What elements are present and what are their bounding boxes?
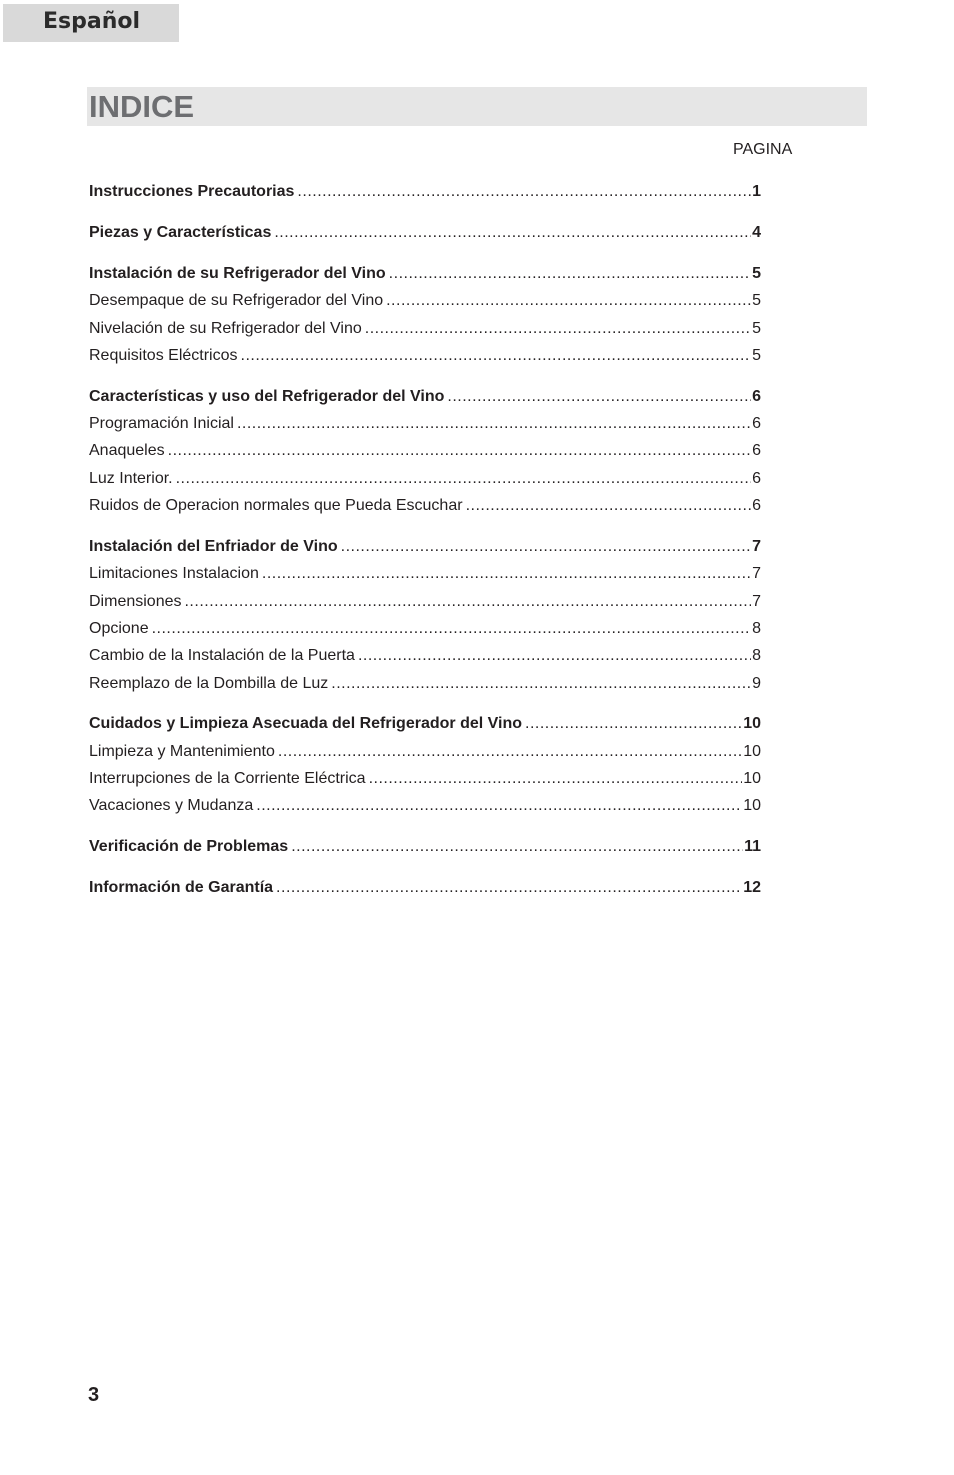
toc-entry-title: Desempaque de su Refrigerador del Vino [89, 292, 384, 310]
toc-entry-page: 4 [752, 223, 761, 241]
toc-entry-title: Limitaciones Instalacion [89, 565, 259, 583]
toc-dot-leader [274, 219, 751, 246]
toc-entry-page: 8 [752, 619, 761, 637]
toc-entry-page: 10 [743, 770, 761, 788]
toc-entry [89, 260, 761, 287]
toc-entry [89, 560, 761, 587]
toc-entry [89, 437, 761, 464]
language-tab: Español [3, 4, 179, 42]
toc-dot-leader [365, 315, 751, 342]
toc-entry-title: Instalación de su Refrigerador del Vino [89, 264, 386, 282]
toc-entry [89, 642, 761, 669]
toc-entry-title: Características y uso del Refrigerador del Vino [89, 387, 445, 405]
toc-entry-title: Anaqueles [89, 442, 165, 460]
toc-entry-title: Limpieza y Mantenimiento [89, 742, 275, 760]
toc-entry-page: 5 [752, 264, 761, 282]
toc-entry-page: 5 [752, 292, 761, 310]
page-number: 3 [88, 1384, 100, 1406]
toc-dot-leader [256, 792, 742, 819]
toc-dot-leader [297, 178, 751, 205]
toc-entry-page: 8 [752, 647, 761, 665]
toc-entry-title: Verificación de Problemas [89, 838, 289, 856]
toc-entry-title: Requisitos Eléctricos [89, 346, 238, 364]
toc-entry-page: 6 [752, 415, 761, 433]
toc-dot-leader [237, 410, 751, 437]
toc-dot-leader [389, 260, 751, 287]
toc-entry [89, 588, 761, 615]
toc-entry [89, 792, 761, 819]
toc-entry-page: 7 [752, 592, 761, 610]
toc-dot-leader [241, 342, 752, 369]
toc-dot-leader [291, 833, 743, 860]
toc-dot-leader [331, 670, 751, 697]
toc-entry-title: Opcione [89, 619, 149, 637]
toc-entry-title: Cambio de la Instalación de la Puerta [89, 647, 355, 665]
page-title: INDICE [87, 87, 867, 126]
toc-entry-page: 5 [752, 319, 761, 337]
toc-entry [89, 287, 761, 314]
toc-entry [89, 219, 761, 246]
toc-dot-leader [341, 533, 751, 560]
toc-entry [89, 178, 761, 205]
toc-entry [89, 738, 761, 765]
toc-entry-title: Cuidados y Limpieza Asecuada del Refrigerador del Vino [89, 715, 522, 733]
toc-entry-page: 9 [752, 674, 761, 692]
toc-entry-title: Interrupciones de la Corriente Eléctrica [89, 770, 366, 788]
toc-entry-title: Vacaciones y Mudanza [89, 797, 254, 815]
toc-entry [89, 383, 761, 410]
toc-dot-leader [386, 287, 751, 314]
toc-dot-leader [176, 465, 751, 492]
toc-entry-title: Información de Garantía [89, 879, 274, 897]
toc-entry [89, 874, 761, 901]
toc-dot-leader [466, 492, 752, 519]
toc-entry [89, 342, 761, 369]
toc-entry-page: 6 [752, 442, 761, 460]
toc-dot-leader [276, 874, 742, 901]
toc-entry [89, 765, 761, 792]
toc-entry-page: 10 [743, 742, 761, 760]
toc-entry-title: Programación Inicial [89, 415, 234, 433]
toc-entry-page: 12 [743, 879, 761, 897]
toc-entry-title: Reemplazo de la Dombilla de Luz [89, 674, 329, 692]
toc-entry-page: 6 [752, 387, 761, 405]
toc-entry [89, 670, 761, 697]
toc-entry-page: 7 [752, 565, 761, 583]
toc-entry [89, 615, 761, 642]
toc-dot-leader [358, 642, 751, 669]
toc-entry-page: 5 [752, 346, 761, 364]
toc-entry [89, 465, 761, 492]
toc-entry [89, 710, 761, 737]
table-of-contents [89, 178, 761, 902]
page-column-header: PAGINA [733, 141, 793, 158]
toc-dot-leader [525, 710, 742, 737]
toc-entry [89, 492, 761, 519]
toc-entry-title: Piezas y Características [89, 223, 272, 241]
toc-entry-page: 11 [744, 838, 761, 856]
toc-entry-title: Instalación del Enfriador de Vino [89, 538, 338, 556]
toc-entry [89, 533, 761, 560]
toc-entry [89, 315, 761, 342]
toc-dot-leader [278, 738, 742, 765]
toc-entry-title: Luz Interior. [89, 469, 173, 487]
toc-entry-page: 7 [752, 538, 761, 556]
toc-entry-page: 1 [752, 183, 761, 200]
toc-dot-leader [152, 615, 752, 642]
toc-entry-page: 6 [752, 497, 761, 515]
toc-entry [89, 833, 761, 860]
toc-dot-leader [447, 383, 751, 410]
toc-entry-page: 6 [752, 469, 761, 487]
toc-entry-page: 10 [743, 797, 761, 815]
toc-dot-leader [262, 560, 751, 587]
toc-entry-title: Ruidos de Operacion normales que Pueda Escuchar [89, 497, 463, 515]
toc-dot-leader [184, 588, 751, 615]
toc-entry-title: Dimensiones [89, 592, 182, 610]
toc-entry-title: Instrucciones Precautorias [89, 183, 295, 200]
toc-dot-leader [369, 765, 743, 792]
toc-entry [89, 410, 761, 437]
toc-entry-title: Nivelación de su Refrigerador del Vino [89, 319, 362, 337]
toc-entry-page: 10 [743, 715, 761, 733]
toc-dot-leader [168, 437, 751, 464]
